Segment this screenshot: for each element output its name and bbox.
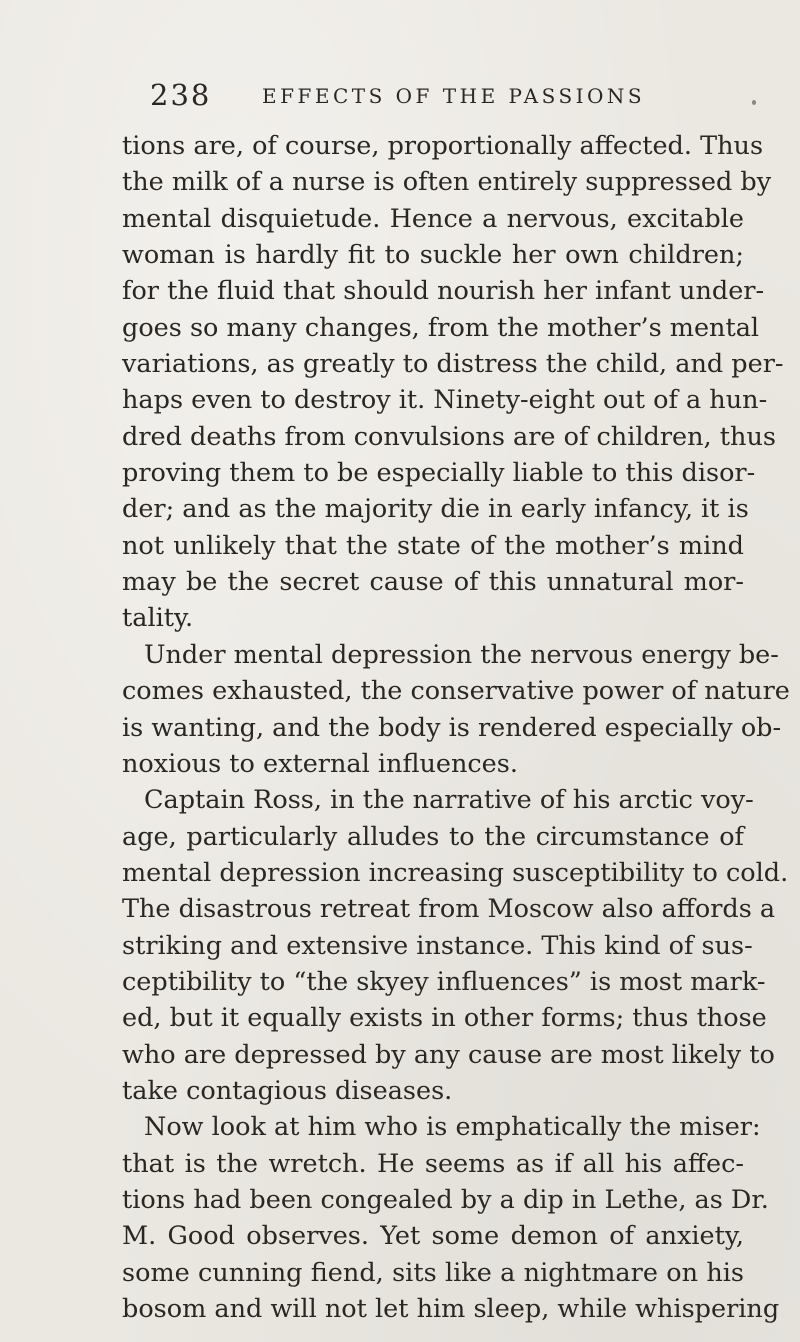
- text-line: Now look at him who is emphatically the miser:: [144, 1112, 761, 1143]
- text-line: goes so many changes, from the mother’s mental: [122, 312, 760, 343]
- text-line: tions are, of course, proportionally affected. Thus: [122, 131, 764, 161]
- ink-speck: [752, 100, 756, 105]
- text-line: may be the secret cause of this unnatural mor-: [122, 567, 744, 598]
- running-head: [0, 78, 800, 118]
- text-line: who are depressed by any cause are most likely to: [122, 1039, 775, 1070]
- text-line: tions had been congealed by a dip in Lethe, as Dr.: [122, 1184, 769, 1215]
- text-line: M. Good observes. Yet some demon of anxiety,: [122, 1221, 744, 1252]
- text-line: striking and extensive instance. This kind of sus-: [122, 930, 753, 961]
- text-line: take contagious diseases.: [122, 1075, 453, 1106]
- text-line: not unlikely that the state of the mother’s mind: [122, 530, 744, 561]
- running-title: EFFECTS OF THE PASSIONS: [262, 84, 646, 108]
- text-line: haps even to destroy it. Ninety-eight out of a hun-: [122, 385, 768, 416]
- text-line: is wanting, and the body is rendered especially ob-: [122, 712, 782, 743]
- text-line: variations, as greatly to distress the child, and per-: [122, 349, 784, 380]
- text-line: tality.: [122, 603, 194, 634]
- text-line: Captain Ross, in the narrative of his arctic voy-: [144, 785, 754, 816]
- text-line: some cunning fiend, sits like a nightmare on his: [122, 1257, 744, 1288]
- page-number: 238: [150, 78, 212, 112]
- text-line: Under mental depression the nervous energy be-: [144, 639, 779, 670]
- text-line: ed, but it equally exists in other forms; thus those: [122, 1003, 767, 1034]
- text-line: noxious to external influences.: [122, 748, 518, 779]
- text-line: comes exhausted, the conservative power of nature: [122, 676, 790, 707]
- text-line: the milk of a nurse is often entirely suppressed by: [122, 167, 772, 198]
- text-line: mental disquietude. Hence a nervous, excitable: [122, 203, 744, 234]
- text-line: der; and as the majority die in early infancy, it is: [122, 494, 749, 525]
- text-line: dred deaths from convulsions are of children, thus: [122, 421, 776, 452]
- text-line: ceptibility to “the skyey influences” is most mark-: [122, 966, 766, 997]
- text-line: mental depression increasing susceptibility to cold.: [122, 857, 789, 888]
- text-line: The disastrous retreat from Moscow also affords a: [122, 894, 776, 925]
- text-line: woman is hardly fit to suckle her own children;: [122, 240, 744, 271]
- text-line: for the fluid that should nourish her infant under-: [122, 276, 765, 307]
- body-text: [122, 128, 790, 1327]
- text-line: bosom and will not let him sleep, while whispering: [122, 1294, 780, 1324]
- text-line: proving them to be especially liable to this disor-: [122, 458, 756, 489]
- text-line: that is the wretch. He seems as if all his affec-: [122, 1148, 744, 1179]
- text-line: age, particularly alludes to the circumstance of: [122, 821, 744, 852]
